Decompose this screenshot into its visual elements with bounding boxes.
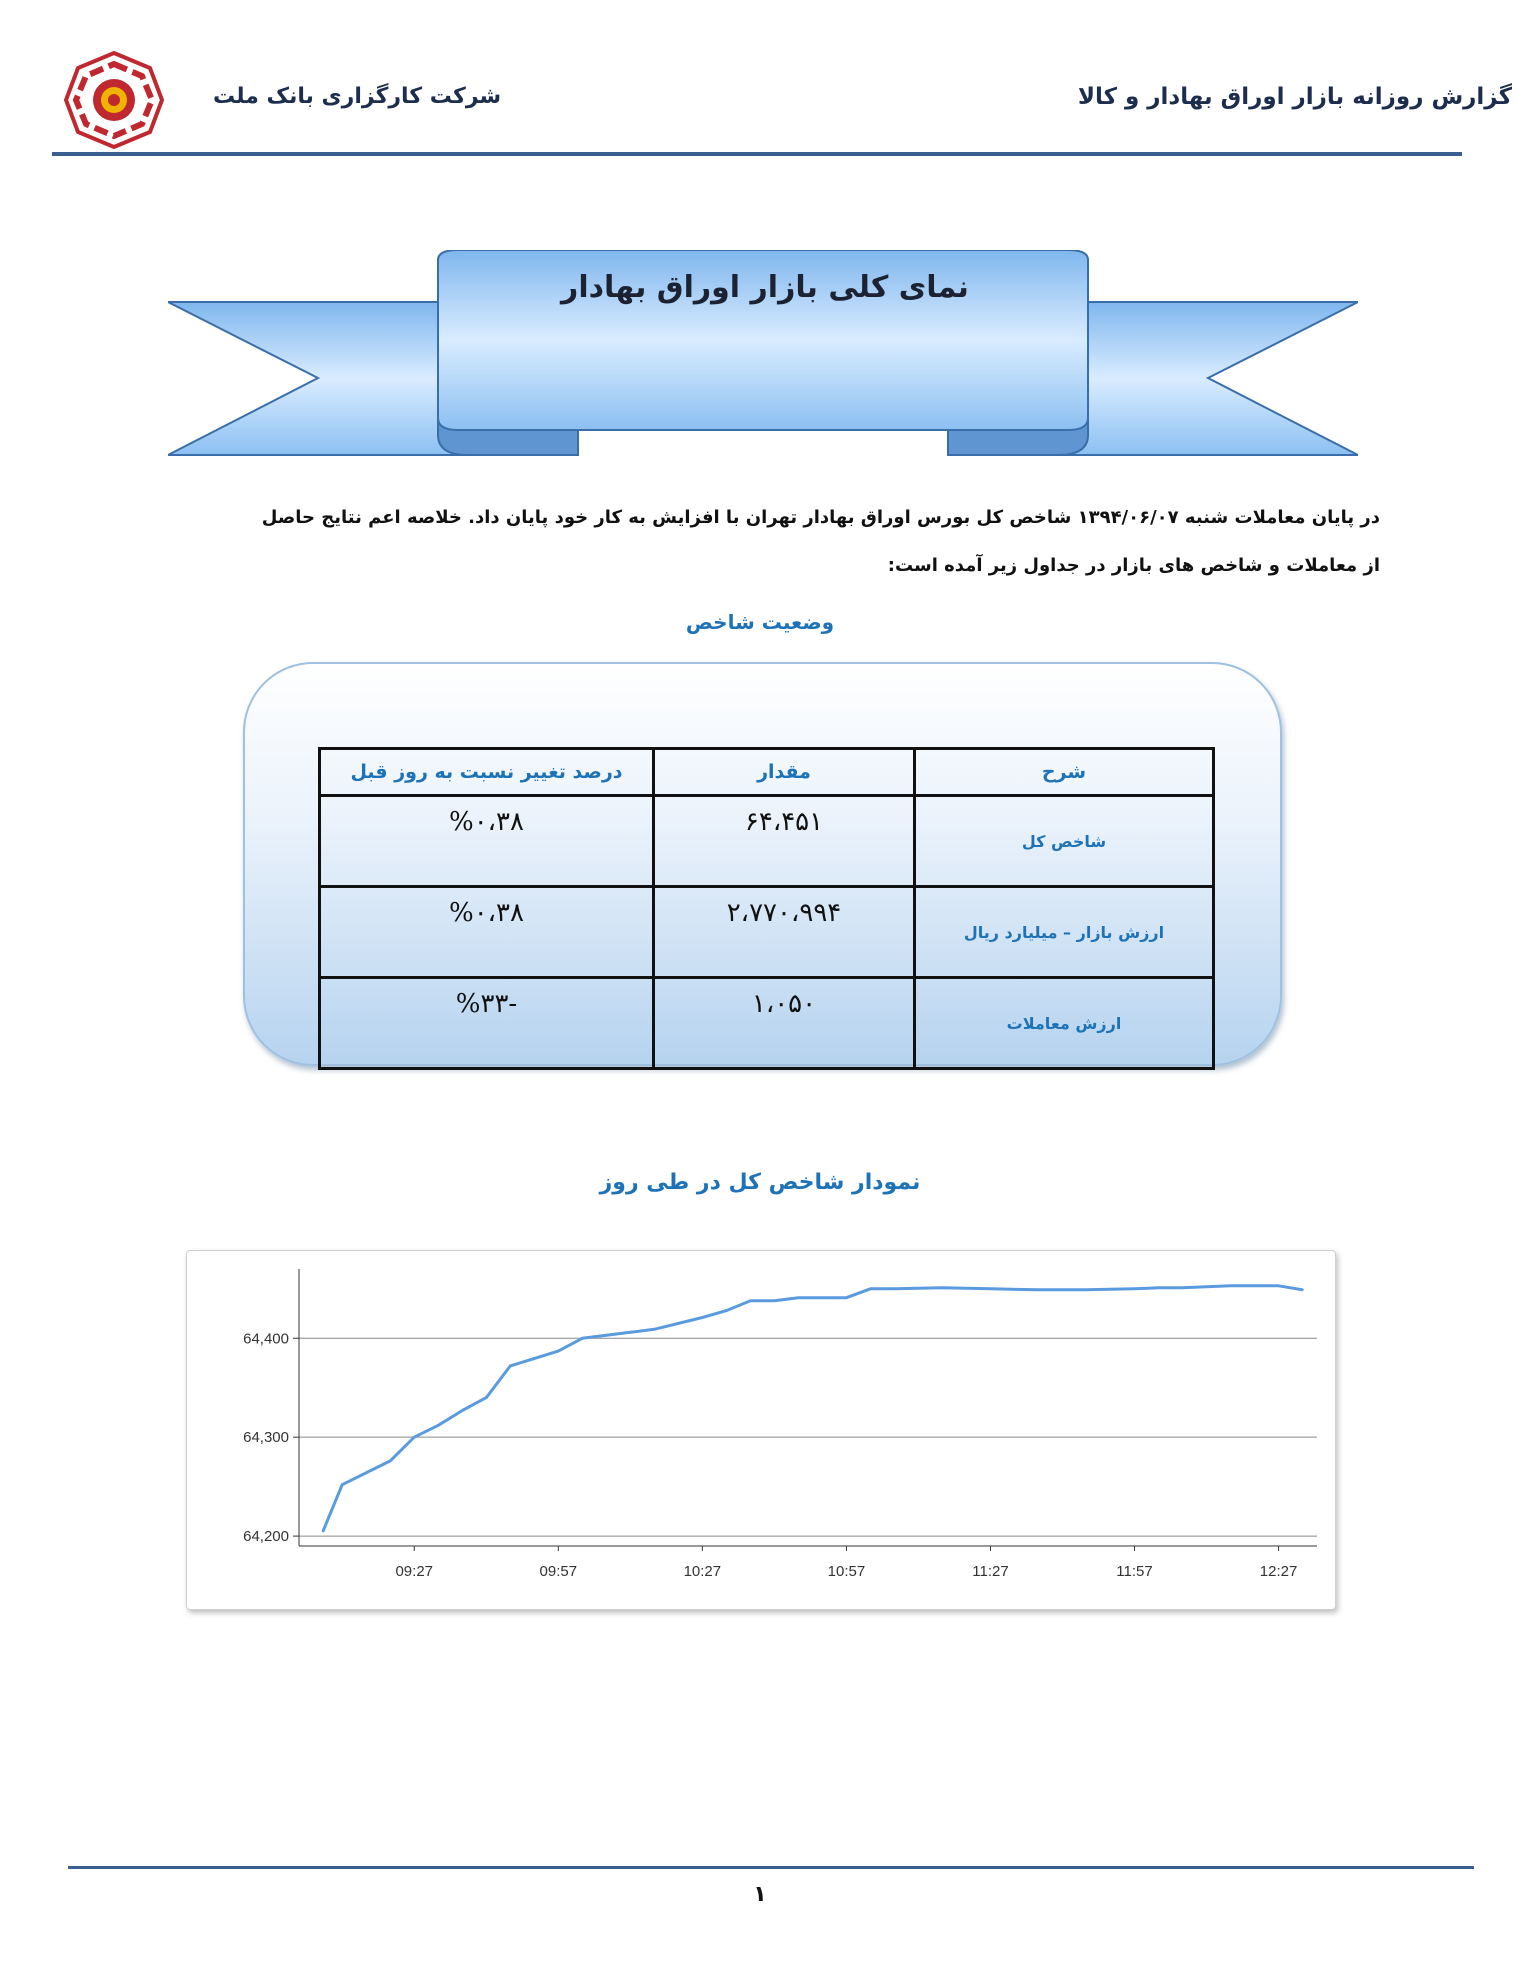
- data-point: [322, 1530, 324, 1532]
- company-name: شرکت کارگزاری بانک ملت: [213, 84, 502, 109]
- intro-line-1: در پایان معاملات شنبه ۱۳۹۴/۰۶/۰۷ شاخص کل بورس اوراق بهادار تهران با افزایش به کار خود پایان داد. خلاصه اعم نتایج حاصل: [261, 507, 1380, 528]
- footer-divider: [68, 1866, 1474, 1869]
- data-point: [557, 1350, 559, 1352]
- data-point: [725, 1309, 727, 1311]
- data-point: [1085, 1289, 1087, 1291]
- data-point: [941, 1287, 943, 1289]
- row-value: ۶۴،۴۵۱: [654, 796, 915, 887]
- data-point: [1133, 1288, 1135, 1290]
- report-title: گزارش روزانه بازار اوراق بهادار و کالا: [1077, 84, 1512, 110]
- x-tick-label: 11:57: [1116, 1563, 1153, 1580]
- y-tick-label: 64,300: [243, 1429, 289, 1447]
- data-point: [773, 1299, 775, 1301]
- data-point: [1157, 1287, 1159, 1289]
- header-divider: [52, 152, 1462, 156]
- x-tick-label: 09:57: [539, 1563, 578, 1580]
- data-point: [389, 1460, 391, 1462]
- page-number: ۱: [753, 1882, 767, 1907]
- data-point: [461, 1409, 463, 1411]
- x-tick-label: 10:27: [683, 1563, 722, 1580]
- data-point: [1037, 1289, 1039, 1291]
- intro-line-2: از معاملات و شاخص های بازار در جداول زیر آمده است:: [887, 555, 1380, 576]
- column-header-description: شرح: [915, 749, 1214, 796]
- row-change: %۰،۳۸: [320, 796, 654, 887]
- row-change: -%۳۳: [320, 978, 654, 1069]
- data-point: [701, 1316, 703, 1318]
- chart-heading: نمودار شاخص کل در طی روز: [599, 1170, 921, 1195]
- company-logo: [62, 50, 166, 150]
- x-tick-label: 11:27: [972, 1563, 1009, 1580]
- series-line: [323, 1286, 1303, 1531]
- data-point: [821, 1296, 823, 1298]
- data-point: [509, 1365, 511, 1367]
- banner-title: نمای کلی بازار اوراق بهادار: [561, 270, 969, 305]
- data-point: [629, 1331, 631, 1333]
- data-point: [869, 1288, 871, 1290]
- data-point: [1301, 1289, 1303, 1291]
- intro-paragraph: [140, 494, 1380, 590]
- x-tick-label: 12:27: [1259, 1563, 1298, 1580]
- row-label: ارزش بازار – میلیارد ریال: [915, 887, 1214, 978]
- table-row: [320, 887, 1214, 978]
- y-tick-label: 64,200: [243, 1528, 289, 1546]
- data-point: [1229, 1285, 1231, 1287]
- index-table: [318, 747, 1215, 1070]
- row-label: شاخص کل: [915, 796, 1214, 887]
- data-point: [341, 1483, 343, 1485]
- column-header-value: مقدار: [654, 749, 915, 796]
- data-point: [845, 1296, 847, 1298]
- data-point: [893, 1288, 895, 1290]
- data-point: [413, 1436, 415, 1438]
- data-point: [1181, 1287, 1183, 1289]
- data-point: [581, 1337, 583, 1339]
- data-point: [1277, 1285, 1279, 1287]
- data-point: [653, 1328, 655, 1330]
- index-chart: [186, 1250, 1336, 1610]
- y-tick-label: 64,400: [243, 1330, 289, 1348]
- data-point: [749, 1299, 751, 1301]
- table-row: [320, 978, 1214, 1069]
- data-point: [485, 1396, 487, 1398]
- data-point: [797, 1296, 799, 1298]
- x-tick-label: 10:57: [827, 1563, 866, 1580]
- index-table-heading: وضعیت شاخص: [685, 610, 835, 634]
- x-tick-label: 09:27: [395, 1563, 434, 1580]
- index-chart-svg: [187, 1251, 1335, 1609]
- data-point: [989, 1288, 991, 1290]
- table-row: [320, 796, 1214, 887]
- data-point: [437, 1424, 439, 1426]
- row-value: ۲،۷۷۰،۹۹۴: [654, 887, 915, 978]
- row-value: ۱،۰۵۰: [654, 978, 915, 1069]
- table-header-row: [320, 749, 1214, 796]
- row-label: ارزش معاملات: [915, 978, 1214, 1069]
- column-header-change: درصد تغییر نسبت به روز قبل: [320, 749, 654, 796]
- row-change: %۰،۳۸: [320, 887, 654, 978]
